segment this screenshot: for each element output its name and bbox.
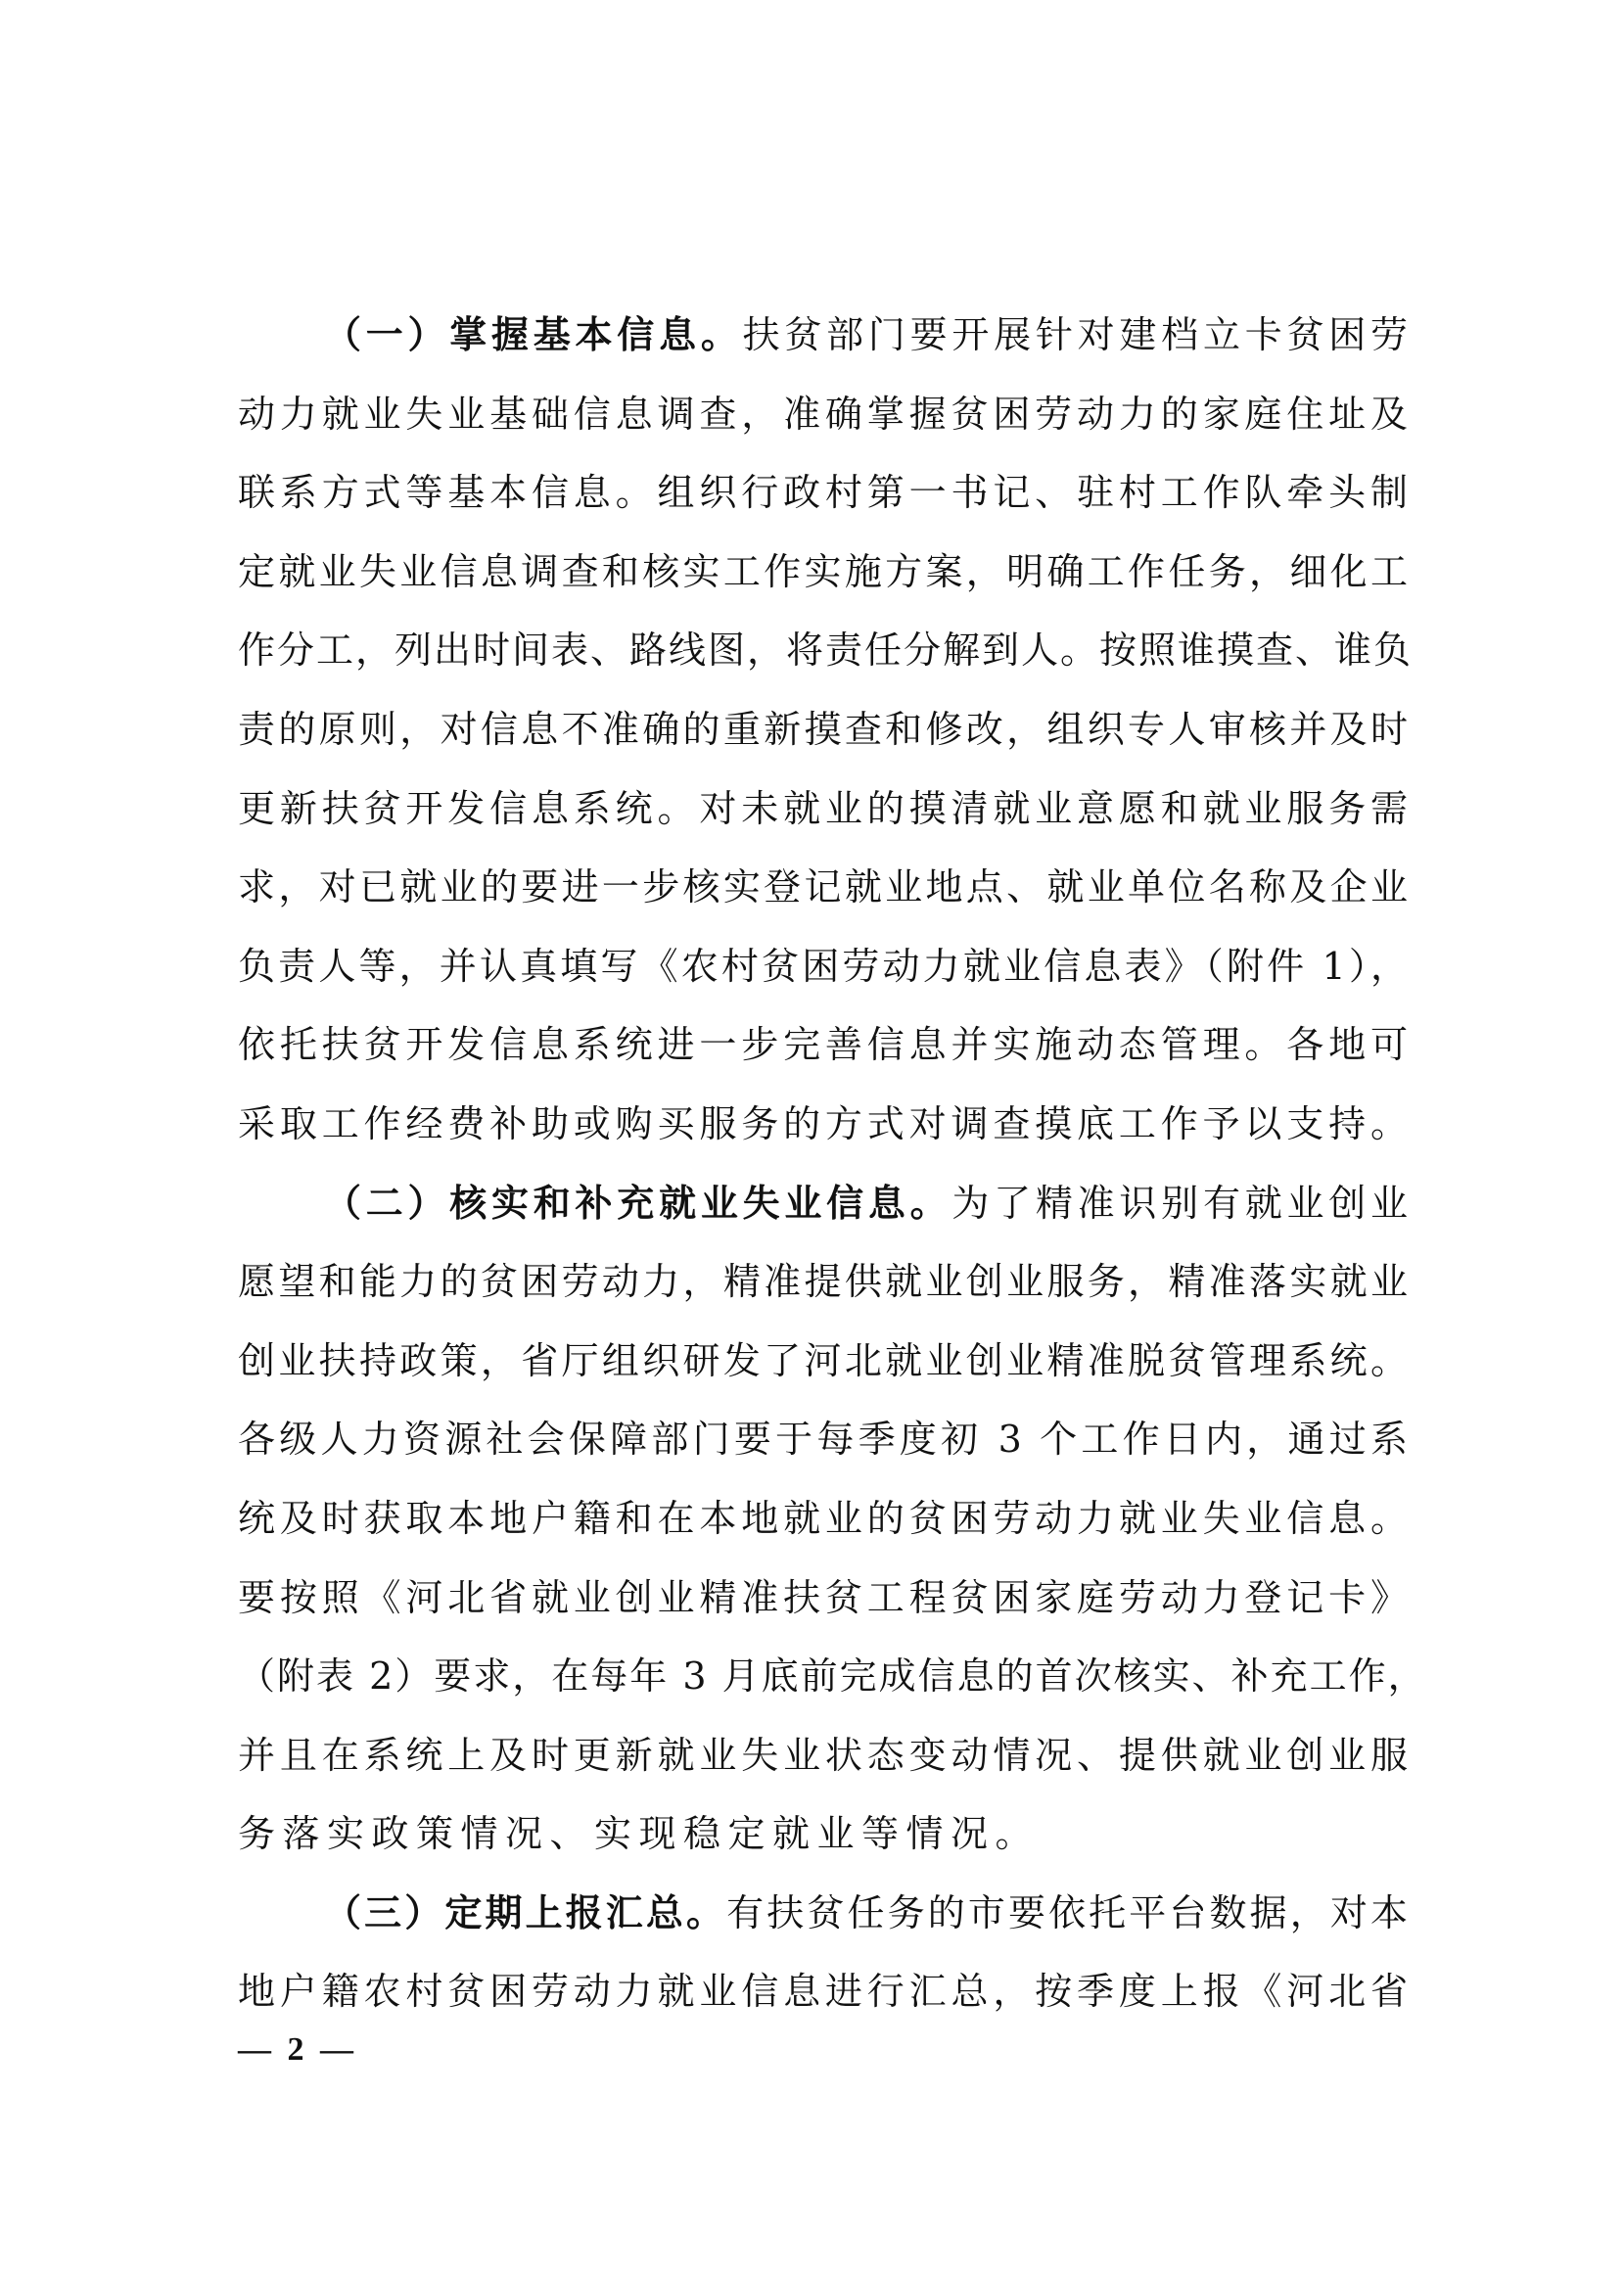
paragraph-1-line-8: 求，对已就业的要进一步核实登记就业地点、就业单位名称及企业 <box>238 865 1410 909</box>
paragraph-2-line-9: 务落实政策情况、实现稳定就业等情况。 <box>238 1812 1041 1856</box>
paragraph-1-line-2: 动力就业失业基础信息调查，准确掌握贫困劳动力的家庭住址及 <box>238 392 1410 436</box>
paragraph-1-line-11: 采取工作经费补助或购买服务的方式对调查摸底工作予以支持。 <box>238 1101 1410 1145</box>
paragraph-1-line-3: 联系方式等基本信息。组织行政村第一书记、驻村工作队牵头制 <box>238 471 1410 515</box>
paragraph-1-line-4: 定就业失业信息调查和核实工作实施方案，明确工作任务，细化工 <box>238 549 1410 593</box>
paragraph-1-line-9: 负责人等，并认真填写《农村贫困劳动力就业信息表》（附件 1）， <box>238 944 1410 988</box>
body-text <box>238 309 1427 2045</box>
paragraph-2-line-4: 各级人力资源社会保障部门要于每季度初 3 个工作日内，通过系 <box>238 1418 1410 1462</box>
paragraph-1-line-1 <box>238 309 1410 389</box>
paragraph-1-line-6: 责的原则，对信息不准确的重新摸查和修改，组织专人审核并及时 <box>238 707 1410 751</box>
section-heading-2: （二）核实和补充就业失业信息。 <box>324 1180 952 1225</box>
paragraph-2-line-8: 并且在系统上及时更新就业失业状态变动情况、提供就业创业服 <box>238 1733 1410 1777</box>
paragraph-2-line-7: （附表 2）要求，在每年 3 月底前完成信息的首次核实、补充工作， <box>238 1654 1427 1699</box>
paragraph-1-line-7: 更新扶贫开发信息系统。对未就业的摸清就业意愿和就业服务需 <box>238 786 1410 830</box>
text-run: 为了精准识别有就业创业 <box>951 1181 1410 1225</box>
page-number: — 2 — <box>238 2031 357 2068</box>
paragraph-1-line-5: 作分工，列出时间表、路线图，将责任分解到人。按照谁摸查、谁负 <box>238 629 1414 673</box>
paragraph-2-line-6: 要按照《河北省就业创业精准扶贫工程贫困家庭劳动力登记卡》 <box>238 1575 1410 1619</box>
paragraph-2-line-5: 统及时获取本地户籍和在本地就业的贫困劳动力就业失业信息。 <box>238 1496 1410 1540</box>
paragraph-3-line-1 <box>238 1887 1410 1967</box>
section-heading-3: （三）定期上报汇总。 <box>324 1889 727 1934</box>
paragraph-2-line-2: 愿望和能力的贫困劳动力，精准提供就业创业服务，精准落实就业 <box>238 1260 1410 1304</box>
paragraph-1-line-10: 依托扶贫开发信息系统进一步完善信息并实施动态管理。各地可 <box>238 1023 1410 1067</box>
paragraph-3-line-2: 地户籍农村贫困劳动力就业信息进行汇总，按季度上报《河北省 <box>238 1970 1410 2014</box>
paragraph-2-line-1 <box>238 1178 1410 1257</box>
text-run: 扶贫部门要开展针对建档立卡贫困劳 <box>742 313 1410 356</box>
paragraph-2-line-3: 创业扶持政策，省厅组织研发了河北就业创业精准脱贫管理系统。 <box>238 1338 1410 1382</box>
section-heading-1: （一）掌握基本信息。 <box>324 312 743 356</box>
text-run: 有扶贫任务的市要依托平台数据，对本 <box>726 1890 1410 1934</box>
